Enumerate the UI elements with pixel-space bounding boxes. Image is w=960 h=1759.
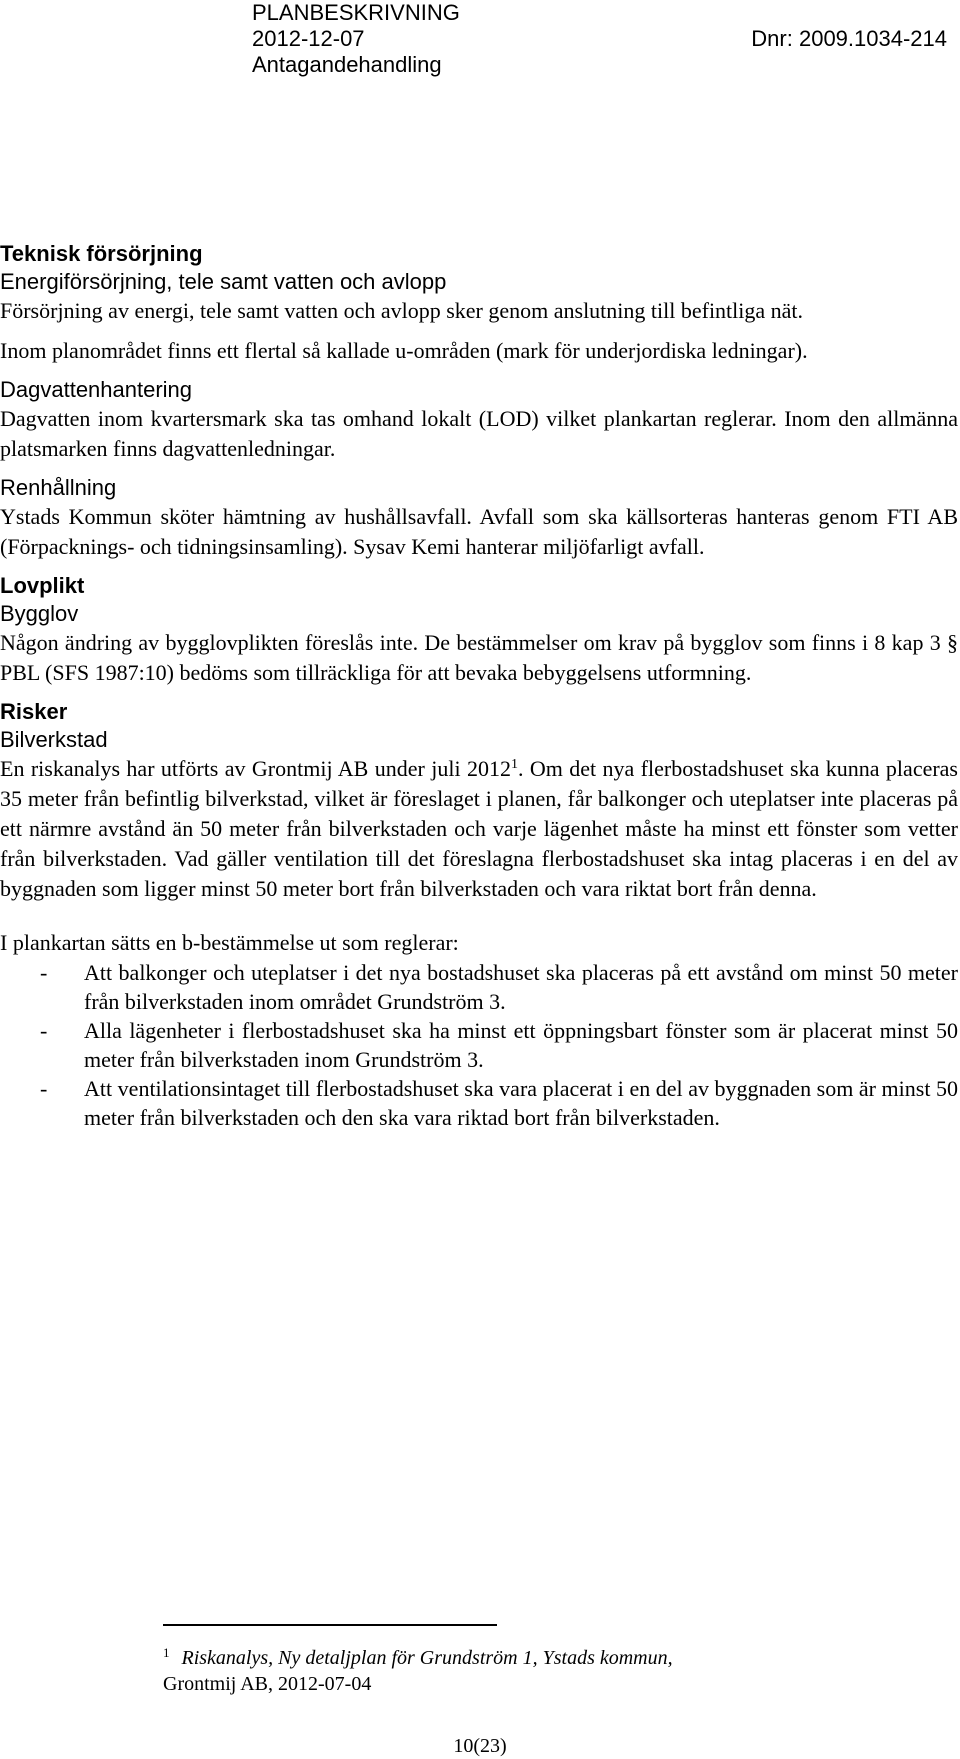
heading-risker: Risker xyxy=(0,699,68,724)
list-item: - Alla lägenheter i flerbostadshuset ska ha minst ett öppningsbart fönster som är placerat minst 50 meter från bilverkstaden inom Grundström 3. xyxy=(40,1018,958,1072)
heading-teknisk-forsorjning: Teknisk försörjning xyxy=(0,241,203,266)
paragraph-dagvatten: Dagvatten inom kvartersmark ska tas omhand lokalt (LOD) vilket plankartan reglerar. Inom den allmänna platsmarken finns dagvattenledningar. xyxy=(0,406,958,461)
footnote-divider xyxy=(163,1624,497,1626)
paragraph-riskanalys xyxy=(0,754,958,904)
list-item: - Att balkonger och uteplatser i det nya bostadshuset ska placeras på ett avstånd om minst 50 meter från bilverkstaden inom området Grundström 3. xyxy=(40,960,958,1014)
footnote xyxy=(163,1640,960,1697)
subheading-bygglov: Bygglov xyxy=(0,601,79,626)
subheading-renhallning: Renhållning xyxy=(0,475,117,500)
b-bestammelse-list xyxy=(0,958,958,1132)
paragraph-b-bestammelse: I plankartan sätts en b-bestämmelse ut som reglerar: xyxy=(0,930,459,955)
paragraph-renhallning: Ystads Kommun sköter hämtning av hushållsavfall. Avfall som ska källsorteras hanteras genom FTI AB (Förpacknings- och tidningsinsamling). Sysav Kemi hanterar miljöfarligt avfall. xyxy=(0,504,958,559)
footnote-number: 1 xyxy=(163,1645,170,1660)
paragraph-forsorjning: Försörjning av energi, tele samt vatten och avlopp sker genom anslutning till befintliga nät. xyxy=(0,298,804,323)
riskanalys-text-start: En riskanalys har utförts av Grontmij AB under juli 2012 xyxy=(0,756,511,781)
subheading-energiforsorjning: Energiförsörjning, tele samt vatten och avlopp xyxy=(0,269,447,294)
riskanalys-text-rest: . Om det nya flerbostadshuset ska kunna placeras 35 meter från befintlig bilverkstad, vilket är föreslaget i planen, får balkonger och uteplatser inte placeras på ett närmre avstånd än 50 meter från bilverkstaden och varje lägenhet måste ha minst ett fönster som vetter från bilverkstaden. Vad gäller ventilation till det föreslagna flerbostadshuset ska intag placeras i en del av byggnaden som ligger minst 50 meter bort från bilverkstaden och vara riktat bort från denna. xyxy=(0,756,958,901)
paragraph-bygglov: Någon ändring av bygglovplikten föreslås inte. De bestämmelser om krav på bygglov som finns i 8 kap 3 § PBL (SFS 1987:10) bedöms som tillräckliga för att bevaka bebyggelsens utformning. xyxy=(0,630,958,685)
subheading-dagvattenhantering: Dagvattenhantering xyxy=(0,377,193,402)
document-dnr: Dnr: 2009.1034-214 xyxy=(751,26,947,51)
document-date: 2012-12-07 xyxy=(252,26,365,51)
list-dash: - xyxy=(40,1018,48,1043)
list-dash: - xyxy=(40,1076,48,1101)
subheading-bilverkstad: Bilverkstad xyxy=(0,727,108,752)
footnote-italic-text: Riskanalys, Ny detaljplan för Grundström 1, Ystads kommun, xyxy=(181,1647,673,1669)
page-number: 10(23) xyxy=(453,1735,507,1757)
document-type: Antagandehandling xyxy=(252,52,442,77)
list-item: - Att ventilationsintaget till flerbostadshuset ska vara placerat i en del av byggnaden som är minst 50 meter från bilverkstaden och den ska vara riktad bort från bilverkstaden. xyxy=(40,1076,958,1130)
heading-lovplikt: Lovplikt xyxy=(0,573,85,598)
footnote-source: Grontmij AB, 2012-07-04 xyxy=(163,1673,372,1695)
footnote-reference[interactable]: 1 xyxy=(510,757,518,772)
document-body xyxy=(0,240,958,1132)
paragraph-u-omraden: Inom planområdet finns ett flertal så kallade u-områden (mark för underjordiska ledningar). xyxy=(0,338,808,363)
list-dash: - xyxy=(40,960,48,985)
document-title: PLANBESKRIVNING xyxy=(252,0,460,25)
